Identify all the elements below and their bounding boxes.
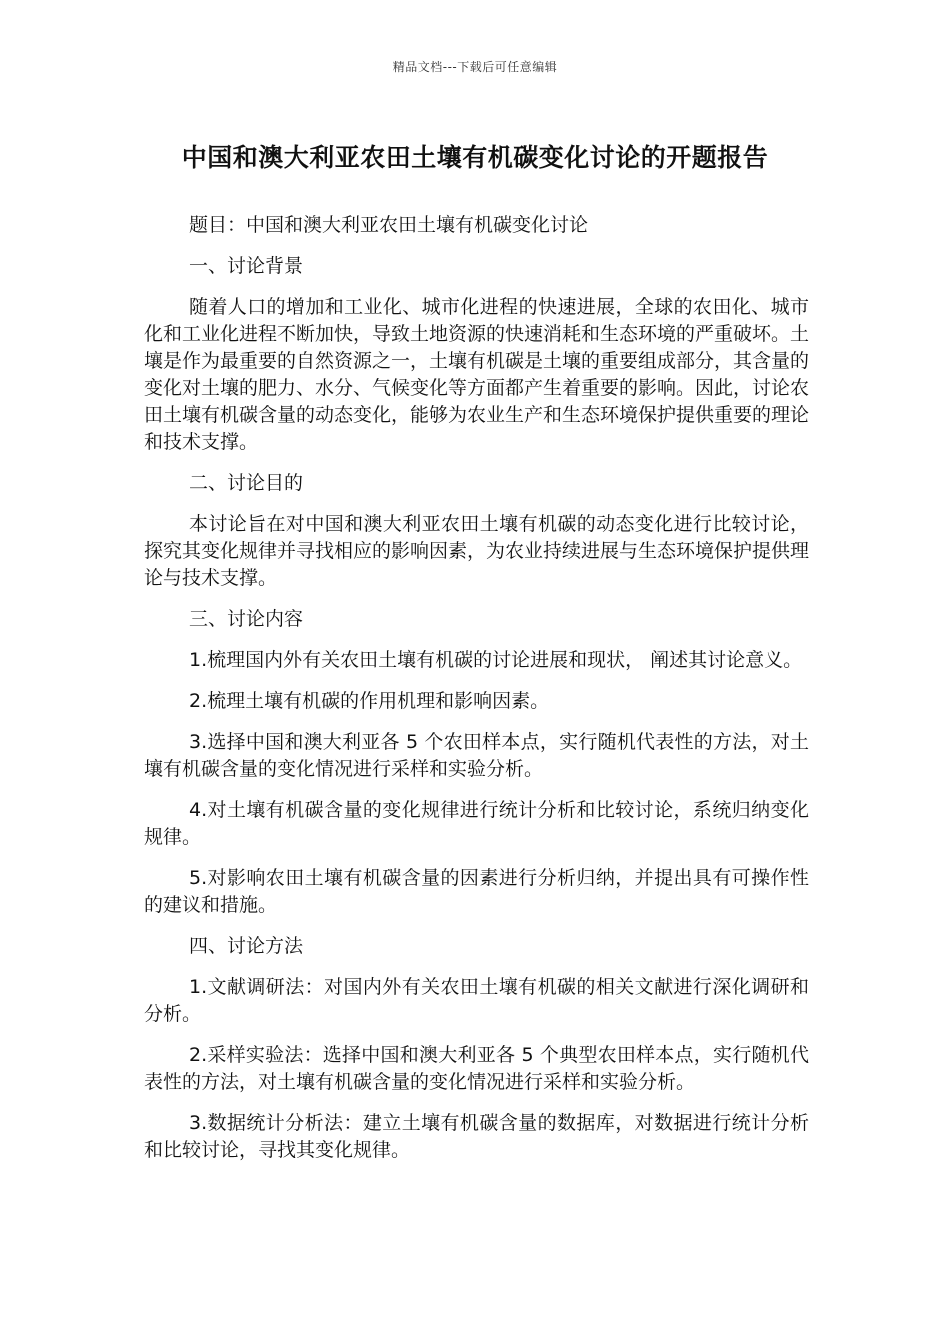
background-paragraph: 随着人口的增加和工业化、城市化进程的快速进展，全球的农田化、城市化和工业化进程不断加快，导致土地资源的快速消耗和生态环境的严重破坏。土壤是作为最重要的自然资源之一，土壤有机碳是土壤的重要组成部分，其含量的变化对土壤的肥力、水分、气候变化等方面都产生着重要的影响。因此，讨论农田土壤有机碳含量的动态变化，能够为农业生产和生态环境保护提供重要的理论和技术支撑。 (144, 296, 810, 453)
purpose-paragraph: 本讨论旨在对中国和澳大利亚农田土壤有机碳的动态变化进行比较讨论，探究其变化规律并寻找相应的影响因素，为农业持续进展与生态环境保护提供理论与技术支撑。 (144, 513, 810, 589)
section-heading-methods: 四、讨论方法 (189, 935, 304, 957)
section-heading-purpose: 二、讨论目的 (189, 472, 304, 494)
content-item-2: 2.梳理土壤有机碳的作用机理和影响因素。 (189, 690, 550, 712)
method-item-2: 2.采样实验法：选择中国和澳大利亚各 5 个典型农田样本点，实行随机代表性的方法，对土壤有机碳含量的变化情况进行采样和实验分析。 (144, 1044, 809, 1093)
content-item-3: 3.选择中国和澳大利亚各 5 个农田样本点，实行随机代表性的方法，对土壤有机碳含量的变化情况进行采样和实验分析。 (144, 731, 809, 780)
section-heading-background: 一、讨论背景 (189, 255, 304, 277)
topic-line: 题目：中国和澳大利亚农田土壤有机碳变化讨论 (189, 214, 589, 236)
method-item-1: 1.文献调研法：对国内外有关农田土壤有机碳的相关文献进行深化调研和分析。 (144, 976, 809, 1025)
document-body (144, 212, 809, 1178)
content-item-5: 5.对影响农田土壤有机碳含量的因素进行分析归纳，并提出具有可操作性的建议和措施。 (144, 867, 809, 916)
document-title: 中国和澳大利亚农田土壤有机碳变化讨论的开题报告 (181, 143, 769, 172)
header-note: 精品文档---下载后可任意编辑 (392, 60, 558, 74)
content-item-4: 4.对土壤有机碳含量的变化规律进行统计分析和比较讨论，系统归纳变化规律。 (144, 799, 809, 848)
method-item-3: 3.数据统计分析法：建立土壤有机碳含量的数据库，对数据进行统计分析和比较讨论，寻找其变化规律。 (144, 1112, 809, 1161)
section-heading-content: 三、讨论内容 (189, 608, 304, 630)
content-item-1: 1.梳理国内外有关农田土壤有机碳的讨论进展和现状， 阐述其讨论意义。 (189, 649, 803, 671)
